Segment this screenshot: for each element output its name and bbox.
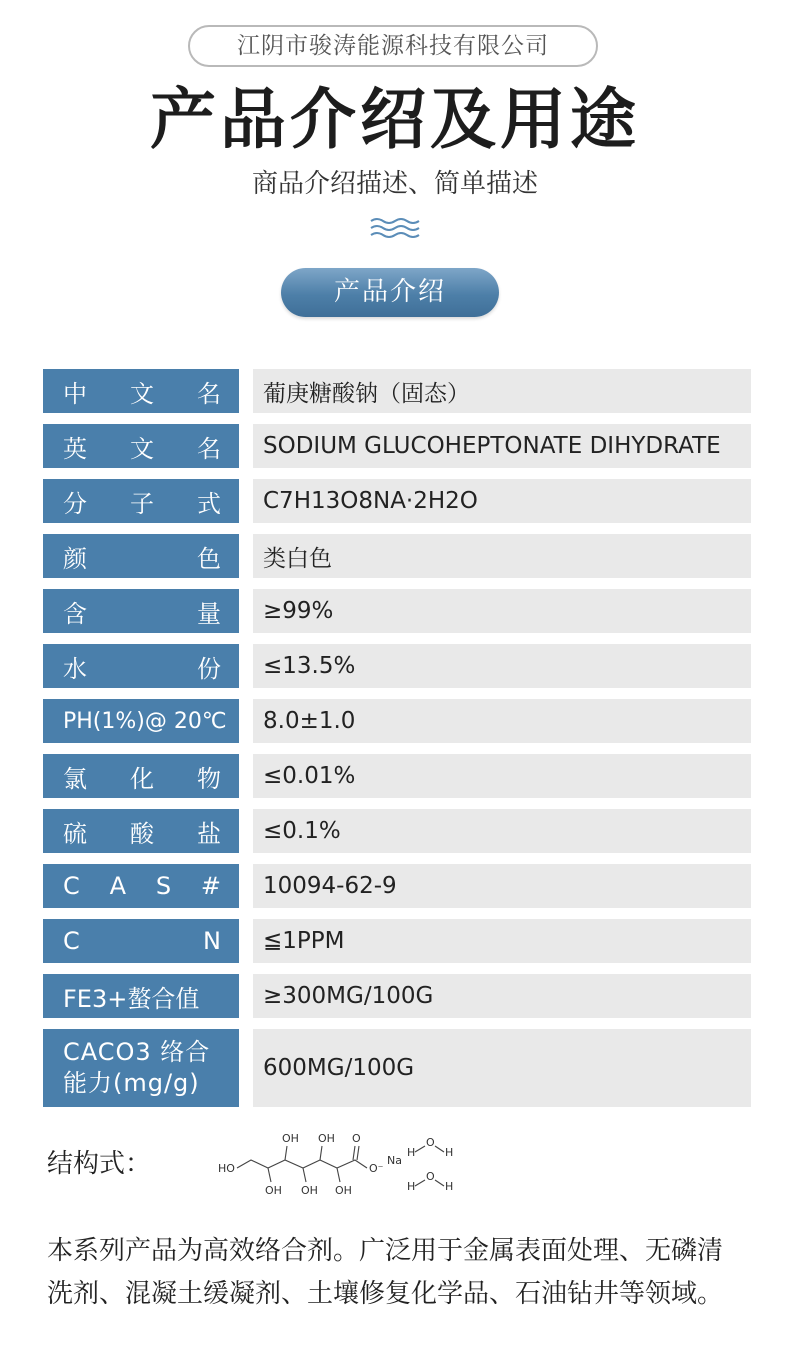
atom-oh: OH <box>335 1184 352 1197</box>
spec-label: 水 份 <box>43 644 239 688</box>
structure-label: 结构式： <box>47 1149 152 1179</box>
spec-label: FE3+螯合值 <box>43 974 239 1018</box>
spec-row-content <box>43 589 751 633</box>
spec-row-cas <box>43 864 751 908</box>
structural-formula <box>215 1128 465 1198</box>
spec-label: C A S # <box>43 864 239 908</box>
page-subtitle: 商品介绍描述、简单描述 <box>251 169 538 199</box>
spec-row-ph <box>43 699 751 743</box>
spec-row-fe3-chelation <box>43 974 751 1018</box>
spec-label: 颜 色 <box>43 534 239 578</box>
spec-value: ≤0.1% <box>253 809 751 853</box>
spec-value: ≤13.5% <box>253 644 751 688</box>
atom-oh: OH <box>301 1184 318 1197</box>
spec-row-chinese-name <box>43 369 751 413</box>
spec-value: 葡庚糖酸钠（固态） <box>253 369 751 413</box>
atom-o: O <box>426 1170 435 1183</box>
atom-h: H <box>445 1180 454 1193</box>
atom-h: H <box>407 1180 416 1193</box>
atom-h: H <box>445 1146 454 1159</box>
atom-h: H <box>407 1146 416 1159</box>
atom-o: O <box>352 1132 361 1145</box>
atom-o: O <box>426 1136 435 1149</box>
spec-value: ≦1PPM <box>253 919 751 963</box>
spec-row-formula <box>43 479 751 523</box>
page-title: 产品介绍及用途 <box>150 81 640 158</box>
spec-label: 氯 化 物 <box>43 754 239 798</box>
atom-ho: HO <box>218 1162 235 1175</box>
spec-value: 600MG/100G <box>253 1029 751 1107</box>
section-heading-product-intro: 产品介绍 <box>281 268 499 317</box>
product-description: 本系列产品为高效络合剂。广泛用于金属表面处理、无磷清洗剂、混凝土缓凝剂、土壤修复化学品、石油钻井等领域。 <box>47 1236 724 1309</box>
spec-value: 10094-62-9 <box>253 864 751 908</box>
spec-value: ≥99% <box>253 589 751 633</box>
spec-label: 中 文 名 <box>43 369 239 413</box>
atom-oh: OH <box>265 1184 282 1197</box>
atom-o-minus: O⁻ <box>369 1162 384 1175</box>
spec-value: ≤0.01% <box>253 754 751 798</box>
atom-oh: OH <box>318 1132 335 1145</box>
spec-row-sulfate <box>43 809 751 853</box>
spec-table <box>43 369 751 1118</box>
spec-label: PH(1%)@ 20℃ <box>43 699 239 743</box>
spec-label: 英 文 名 <box>43 424 239 468</box>
spec-row-caco3-complexing <box>43 1029 751 1107</box>
spec-label: 分 子 式 <box>43 479 239 523</box>
company-name-badge: 江阴市骏涛能源科技有限公司 <box>188 25 598 67</box>
atom-na: Na <box>387 1154 402 1167</box>
spec-label: 硫 酸 盐 <box>43 809 239 853</box>
spec-value: ≥300MG/100G <box>253 974 751 1018</box>
waves-icon <box>370 217 422 239</box>
spec-value: 8.0±1.0 <box>253 699 751 743</box>
spec-row-moisture <box>43 644 751 688</box>
spec-value: C7H13O8NA·2H2O <box>253 479 751 523</box>
spec-value: SODIUM GLUCOHEPTONATE DIHYDRATE <box>253 424 751 468</box>
spec-row-color <box>43 534 751 578</box>
spec-row-chloride <box>43 754 751 798</box>
spec-label: CACO3 络合能力(mg/g) <box>43 1029 239 1107</box>
atom-oh: OH <box>282 1132 299 1145</box>
spec-row-english-name <box>43 424 751 468</box>
spec-label: C N <box>43 919 239 963</box>
spec-row-cn <box>43 919 751 963</box>
spec-label: 含 量 <box>43 589 239 633</box>
spec-value: 类白色 <box>253 534 751 578</box>
